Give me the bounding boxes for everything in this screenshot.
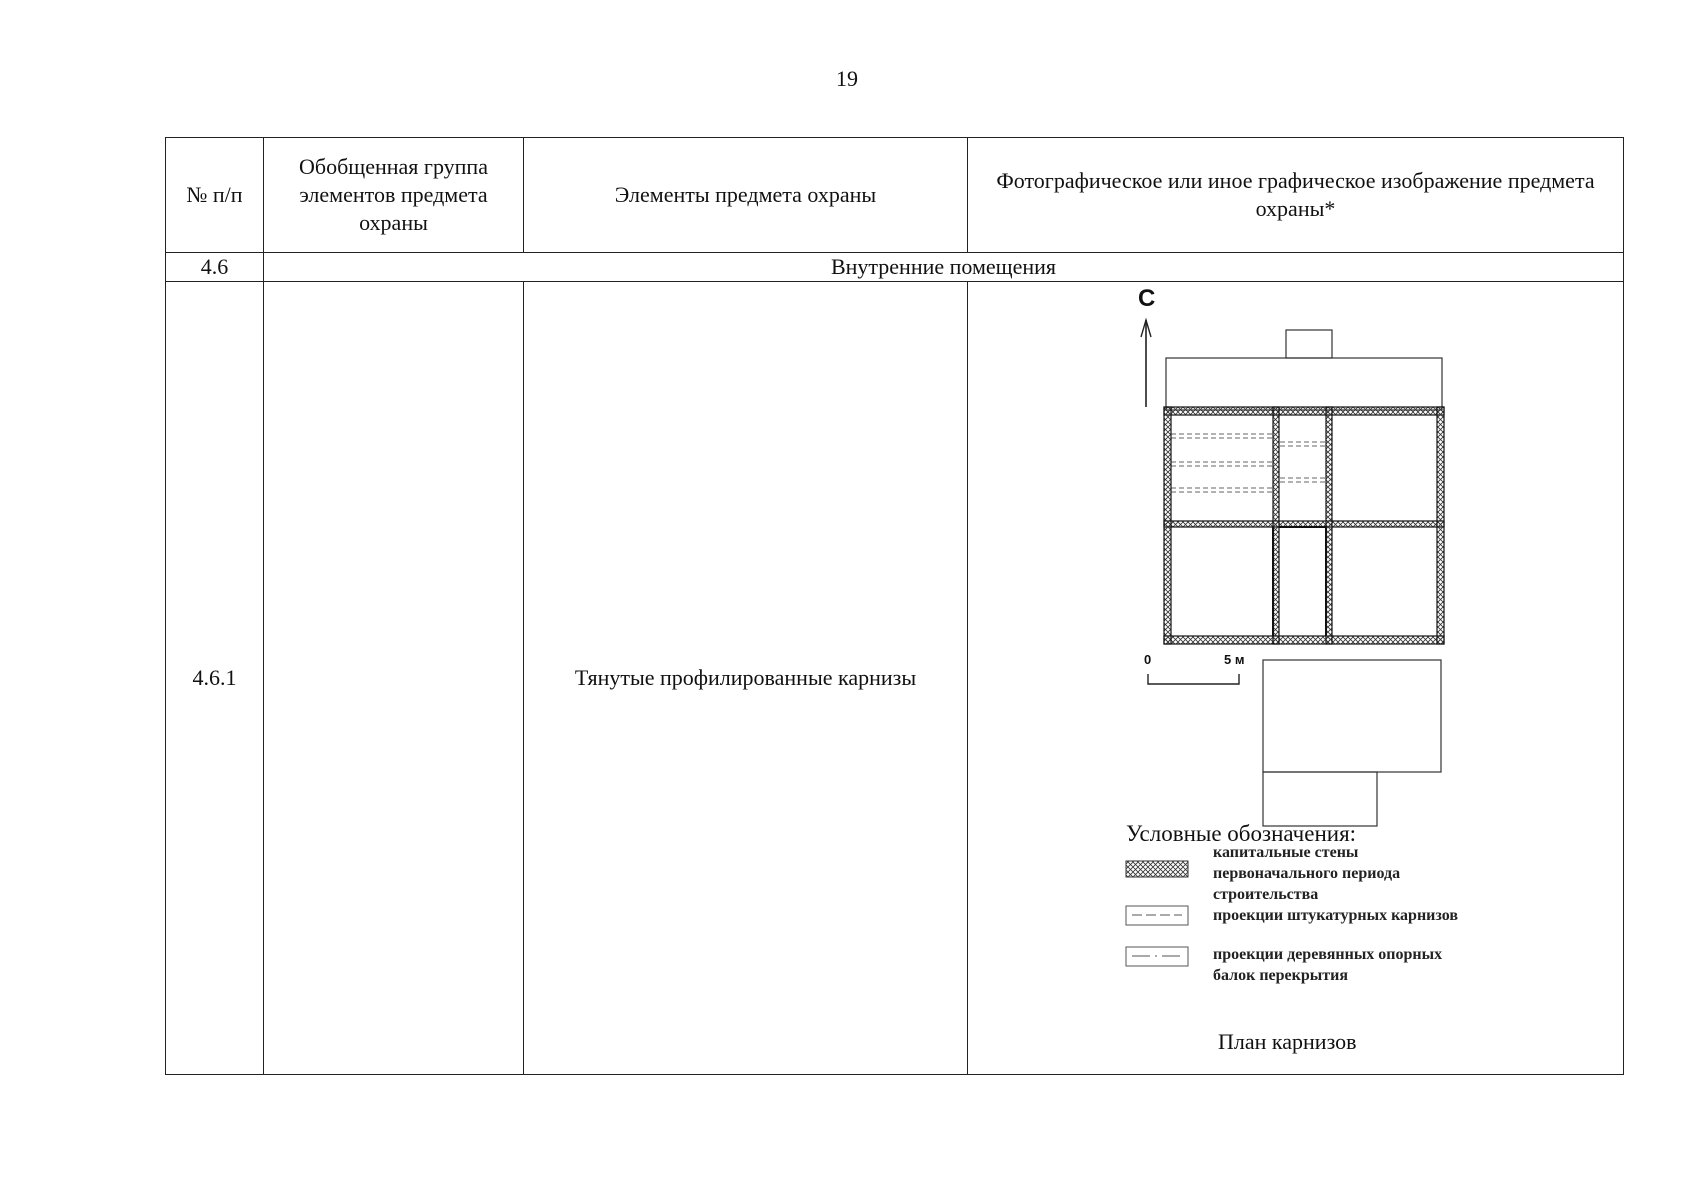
section-number: 4.6 (166, 253, 264, 282)
header-number: № п/п (166, 138, 264, 253)
legend-item-capital-walls: капитальные стены первоначального периода строительства (1213, 844, 1401, 903)
page-number: 19 (836, 66, 858, 91)
scale-start-label: 0 (1144, 652, 1152, 667)
header-group: Обобщенная группа элементов предмета охраны (264, 138, 524, 253)
dashed-swatch-icon (1126, 906, 1188, 925)
crosshatch-swatch-icon (1126, 861, 1188, 877)
plan-caption: План карнизов (1218, 1029, 1357, 1054)
north-label: С (1138, 285, 1156, 312)
section-row (166, 253, 1624, 282)
row-group (264, 282, 524, 1075)
legend-item-beams: проекции деревянных опорных балок перекрытия (1213, 946, 1443, 984)
dash-dot-swatch-icon (1126, 947, 1188, 966)
building-outline (1166, 330, 1442, 826)
row-number: 4.6.1 (166, 282, 264, 1075)
north-arrow-icon (1141, 320, 1151, 407)
legend-item-cornices: проекции штукатурных карнизов (1213, 907, 1458, 924)
table-header-row (166, 138, 1624, 253)
header-elements: Элементы предмета охраны (524, 138, 968, 253)
cornice-projections (1171, 434, 1326, 492)
interior-partitions (1273, 527, 1326, 636)
table-row (166, 282, 1624, 1075)
section-title: Внутренние помещения (264, 253, 1624, 282)
scale-end-label: 5 м (1224, 652, 1245, 667)
legend-title: Условные обозначения: (1126, 821, 1357, 846)
protection-table (165, 137, 1624, 1075)
plan-image-cell (968, 282, 1624, 1075)
scale-bar (1148, 674, 1239, 684)
row-element: Тянутые профилированные карнизы (524, 282, 968, 1075)
header-image: Фотографическое или иное графическое изображение предмета охраны* (968, 138, 1624, 253)
capital-walls (1164, 407, 1444, 644)
